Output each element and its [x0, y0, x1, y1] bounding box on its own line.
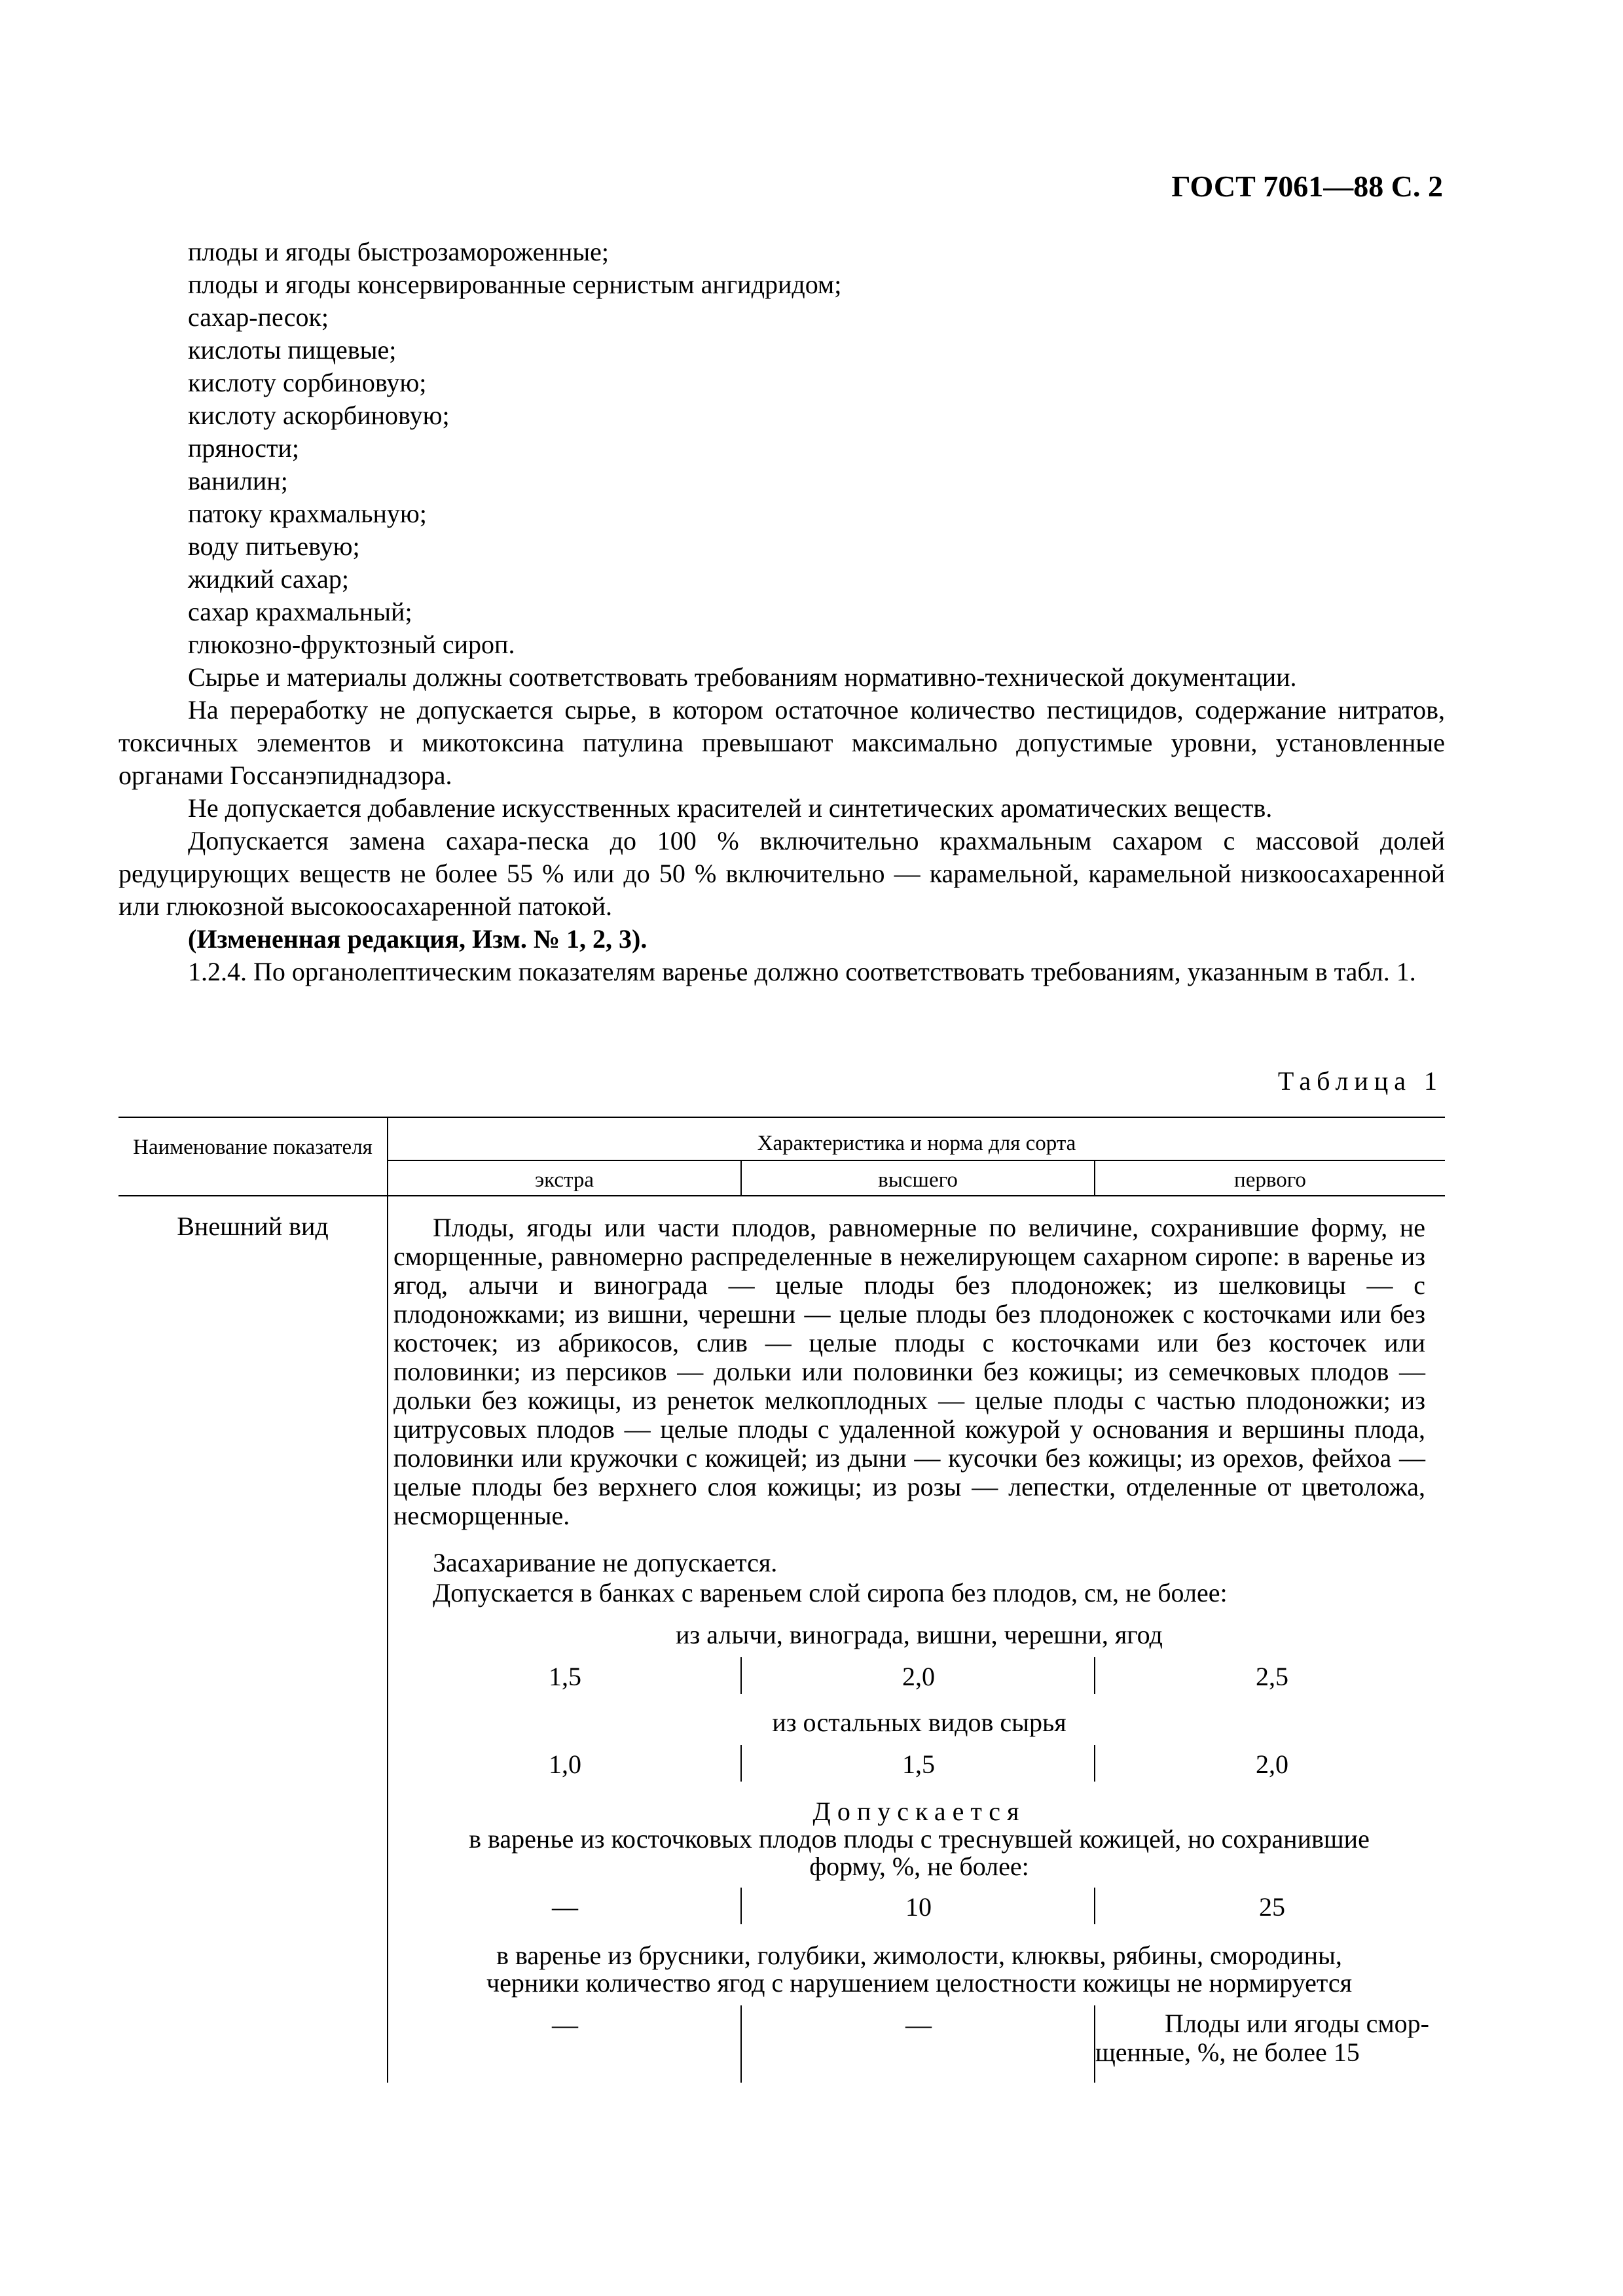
cracked-text-line1: в варенье из косточковых плодов плоды с треснувшей кожицей, но сохранившие — [469, 1824, 1370, 1854]
ingredient-item: плоды и ягоды быстрозамороженные; — [188, 237, 609, 266]
header-grade-first: первого — [1234, 1168, 1306, 1192]
paragraph: Сырье и материалы должны соответствовать требованиям нормативно-технической документации. — [188, 662, 1297, 692]
berries-first-value-line1: Плоды или ягоды смор- — [1165, 2009, 1429, 2038]
body-text — [119, 236, 1445, 988]
paragraph: Не допускается добавление искусственных красителей и синтетических ароматических веществ. — [188, 793, 1273, 823]
ingredient-item: патоку крахмальную; — [188, 499, 427, 528]
header-grade-highest: высшего — [878, 1168, 958, 1192]
appearance-description: Плоды, ягоды или части плодов, равномерные по величине, сохранившие форму, не сморщенные, равномерно распределенные в нежелирующем сахарном сиропе: в варенье из ягод, алычи и винограда — целые плоды без плодоножек; из шелковицы — с плодоножками; из вишни, черешни — целые плоды без плодоножек с косточками или без косточек; из абрикосов, слив — целые плоды с косточками или без косточек или половинки; из персиков — дольки или половинки без кожицы; из семечковых плодов — дольки без кожицы, из ренеток мелкоплодных — целые плоды с частью плодоножки; из цитрусовых плодов — целые плоды с удаленной кожурой у основания и вершины плода, половинки или кружочки с кожицей; из дыни — кусочки без кожицы; из орехов, фейхоа — целые плоды без верхнего слоя кожицы; из розы — лепестки, отделенные от цветоложа, несморщенные. — [393, 1213, 1425, 1530]
ingredient-item: пряности; — [188, 433, 299, 463]
ingredient-item: кислоту сорбиновую; — [188, 368, 427, 397]
berries-text-line1: в варенье из брусники, голубики, жимолости, клюквы, рябины, смородины, — [496, 1941, 1342, 1970]
ingredient-item: ванилин; — [188, 466, 288, 495]
header-indicator-name: Наименование показателя — [133, 1136, 373, 1159]
group1-highest-value: 2,0 — [902, 1662, 935, 1691]
cracked-text-line2: форму, %, не более: — [809, 1852, 1029, 1881]
no-sugaring-note: Засахаривание не допускается. — [433, 1548, 778, 1577]
group1-first-value: 2,5 — [1256, 1662, 1288, 1691]
ingredient-item: воду питьевую; — [188, 531, 360, 561]
group2-highest-value: 1,5 — [902, 1749, 935, 1779]
syrup-layer-note: Допускается в банках с вареньем слой сиропа без плодов, см, не более: — [433, 1578, 1228, 1607]
clause-1-2-4: 1.2.4. По органолептическим показателям варенье должно соответствовать требованиям, указанным в табл. 1. — [188, 957, 1416, 986]
header-grade-extra: экстра — [535, 1168, 594, 1192]
allowed-heading: Допускается — [812, 1797, 1026, 1826]
header-grade-group: Характеристика и норма для сорта — [757, 1132, 1076, 1155]
cracked-first-value: 25 — [1259, 1892, 1285, 1922]
berries-text-line2: черники количество ягод с нарушением целостности кожицы не нормируется — [486, 1968, 1352, 1998]
berries-extra-value: — — [552, 2010, 578, 2039]
cracked-highest-value: 10 — [905, 1892, 932, 1922]
ingredient-item: кислоты пищевые; — [188, 335, 397, 365]
berries-first-value-line2: щенные, %, не более 15 — [1095, 2037, 1360, 2067]
ingredient-item: плоды и ягоды консервированные сернистым ангидридом; — [188, 270, 842, 299]
table-subheader-rule — [387, 1160, 1445, 1161]
ingredient-item: кислоту аскорбиновую; — [188, 401, 450, 430]
amendment-note: (Измененная редакция, Изм. № 1, 2, 3). — [188, 924, 647, 954]
ingredient-item: жидкий сахар; — [188, 564, 349, 594]
ingredient-item: сахар-песок; — [188, 302, 329, 332]
ingredient-item: сахар крахмальный; — [188, 597, 412, 626]
paragraph: Допускается замена сахара-песка до 100 % включительно крахмальным сахаром с массовой долей редуцирующих веществ не более 55 % или до 50 % включительно — карамельной, карамельной низкоосахаренной или глюкозной высокоосахаренной патокой. — [119, 826, 1445, 921]
ingredient-item: глюкозно-фруктозный сироп. — [188, 630, 515, 659]
organoleptic-table — [119, 1117, 1445, 2083]
group1-title: из алычи, винограда, вишни, черешни, ягод — [676, 1620, 1163, 1649]
table-top-rule — [119, 1117, 1445, 1118]
group2-title: из остальных видов сырья — [772, 1708, 1067, 1737]
cracked-extra-value: — — [552, 1892, 578, 1922]
table-caption: Таблица 1 — [1277, 1066, 1443, 1096]
group2-first-value: 2,0 — [1256, 1749, 1288, 1779]
document-header: ГОСТ 7061—88 С. 2 — [1171, 170, 1443, 203]
group2-extra-value: 1,0 — [549, 1749, 581, 1779]
paragraph: На переработку не допускается сырье, в котором остаточное количество пестицидов, содержание нитратов, токсичных элементов и микотоксина патулина превышают максимально допустимые уровни, установленные органами Госсанэпиднадзора. — [119, 695, 1445, 790]
group1-extra-value: 1,5 — [549, 1662, 581, 1691]
berries-highest-value: — — [905, 2010, 932, 2039]
table-header-bottom-rule — [119, 1195, 1445, 1196]
table-column-rule — [387, 1117, 388, 2083]
row-name-appearance: Внешний вид — [177, 1211, 329, 1241]
